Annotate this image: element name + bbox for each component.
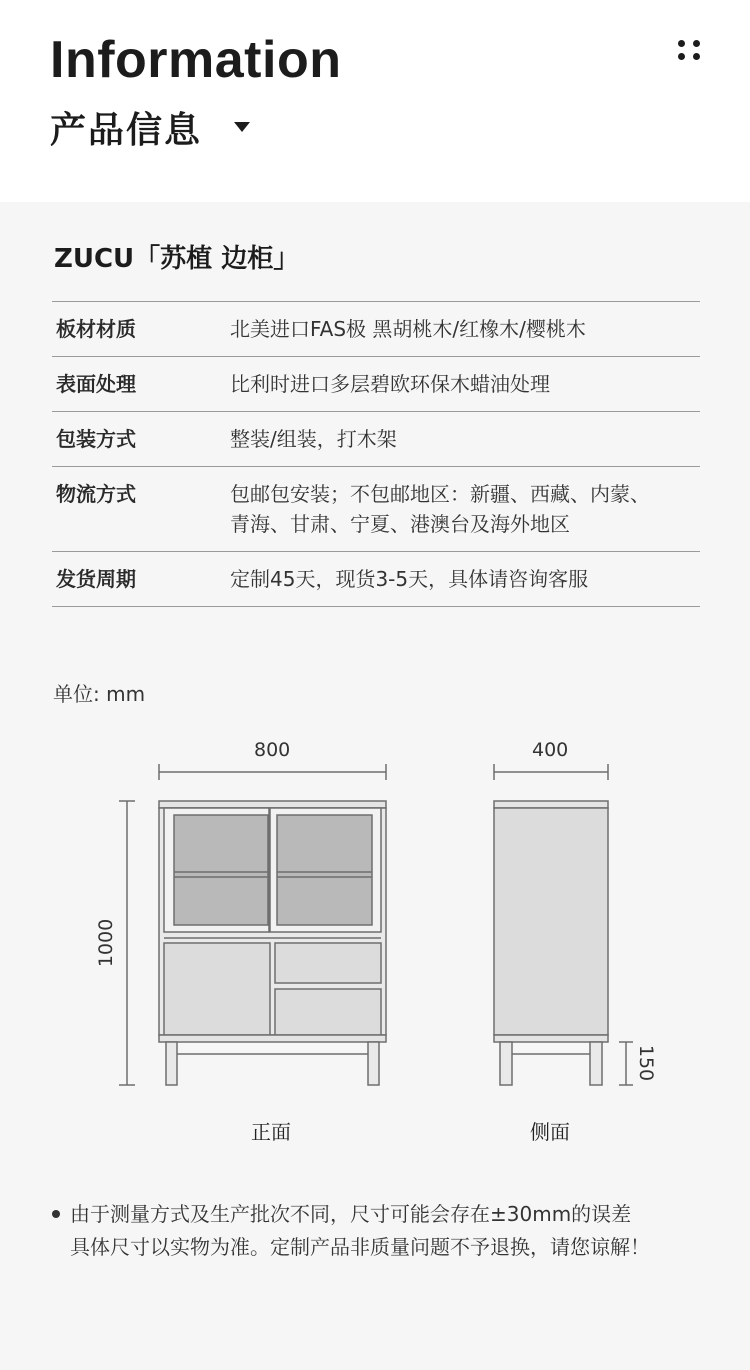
page-title-cn[interactable]: 产品信息 bbox=[50, 110, 203, 151]
leg bbox=[368, 1042, 379, 1085]
spec-label: 物流方式 bbox=[56, 482, 136, 506]
page-title-en: Information bbox=[50, 31, 342, 89]
leg bbox=[166, 1042, 177, 1085]
note-line bbox=[52, 1198, 722, 1231]
spec-value: 比利时进口多层碧欧环保木蜡油处理 bbox=[230, 372, 550, 396]
cabinet-top bbox=[159, 801, 386, 808]
spec-value: 包邮包安装；不包邮地区：新疆、西藏、内蒙、 青海、甘肃、宁夏、港澳台及海外地区 bbox=[230, 482, 650, 536]
glass-pane-left bbox=[174, 815, 268, 925]
spec-label: 板材材质 bbox=[56, 317, 136, 341]
note-text: 具体尺寸以实物为准。定制产品非质量问题不予退换，请您谅解！ bbox=[70, 1235, 650, 1259]
spec-value: 整装/组装，打木架 bbox=[230, 427, 397, 451]
product-name: ZUCU「苏植 边柜」 bbox=[54, 244, 300, 274]
side-top bbox=[494, 801, 608, 808]
bullet-icon bbox=[52, 1210, 60, 1218]
front-view bbox=[159, 801, 386, 1085]
leg-height-label: 150 bbox=[635, 1044, 658, 1082]
lower-door bbox=[164, 943, 270, 1035]
spec-label: 发货周期 bbox=[56, 567, 136, 591]
front-width-label: 800 bbox=[254, 739, 291, 761]
spec-value: 定制45天，现货3-5天，具体请咨询客服 bbox=[230, 567, 589, 591]
front-view-label: 正面 bbox=[251, 1120, 291, 1144]
cabinet-base bbox=[159, 1035, 386, 1042]
side-view-label: 侧面 bbox=[530, 1120, 570, 1144]
note-text: 由于测量方式及生产批次不同，尺寸可能会存在±30mm的误差 bbox=[70, 1202, 632, 1226]
spec-label: 包装方式 bbox=[56, 427, 136, 451]
drawer-top bbox=[275, 943, 381, 983]
leg bbox=[500, 1042, 512, 1085]
drawer-bottom bbox=[275, 989, 381, 1035]
height-label: 1000 bbox=[95, 918, 118, 968]
side-depth-label: 400 bbox=[532, 739, 569, 761]
glass-pane-right bbox=[277, 815, 372, 925]
side-panel bbox=[494, 808, 608, 1035]
side-view bbox=[494, 801, 608, 1085]
leg bbox=[590, 1042, 602, 1085]
notes bbox=[52, 1198, 722, 1264]
spec-value: 北美进口FAS极 黑胡桃木/红橡木/樱桃木 bbox=[230, 317, 586, 341]
spec-label: 表面处理 bbox=[56, 372, 136, 396]
side-base bbox=[494, 1035, 608, 1042]
note-line bbox=[52, 1231, 722, 1264]
unit-label: 单位: mm bbox=[53, 682, 146, 706]
